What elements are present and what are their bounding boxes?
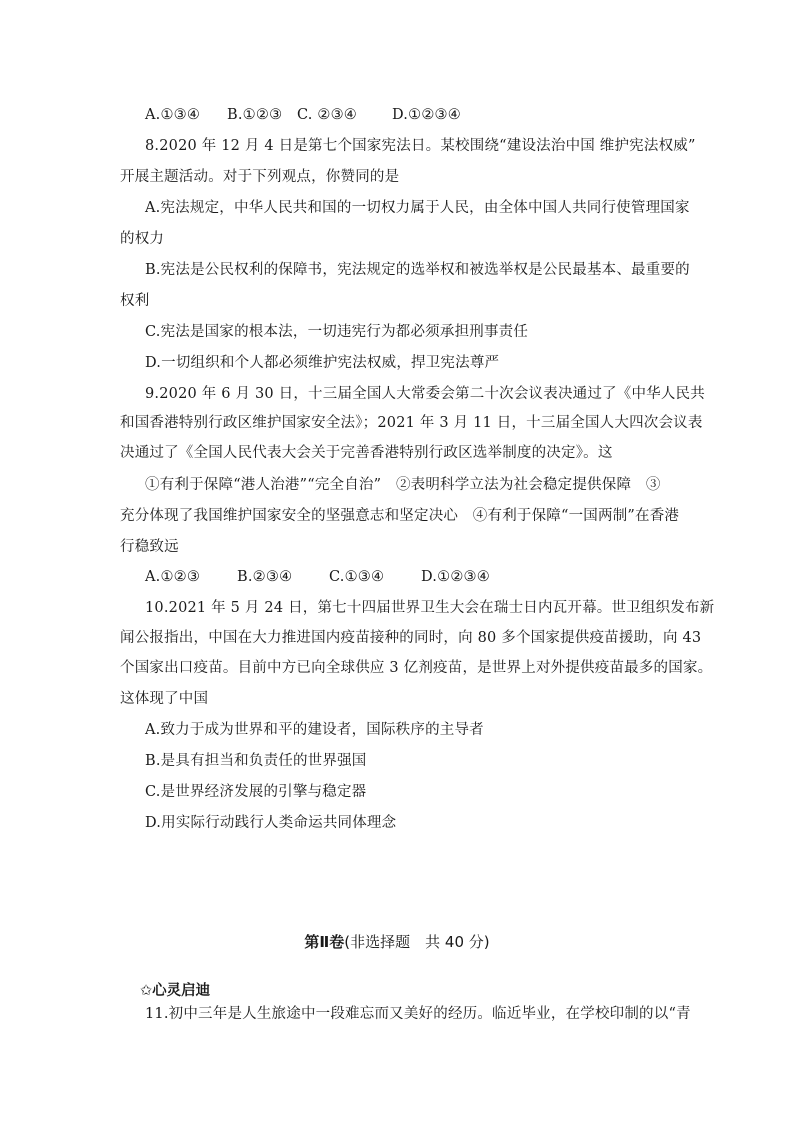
q10-stem-line-3: 个国家出口疫苗。目前中方已向全球供应 3 亿剂疫苗，是世界上对外提供疫苗最多的国家。 xyxy=(120,660,713,676)
q10-stem-line-1: 10.2021 年 5 月 24 日，第七十四届世界卫生大会在瑞士日内瓦开幕。世卫组织发布新 xyxy=(145,600,715,616)
q10-option-b: B.是具有担当和负责任的世界强国 xyxy=(145,753,367,769)
q10-stem-line-4: 这体现了中国 xyxy=(120,691,209,707)
q8-option-b-line-1: B.宪法是公民权利的保障书，宪法规定的选举权和被选举权是公民最基本、最重要的 xyxy=(145,262,690,278)
q9-items-line-1: ①有利于保障“港人治港”“完全自治” ②表明科学立法为社会稳定提供保障 ③ xyxy=(145,477,661,493)
q9-stem-line-3: 决通过了《全国人民代表大会关于完善香港特别行政区选举制度的决定》。这 xyxy=(120,445,613,461)
q8-option-b-line-2: 权利 xyxy=(120,293,150,309)
q8-stem-line-2: 开展主题活动。对于下列观点，你赞同的是 xyxy=(120,169,400,185)
q7-option-d: D.①②③④ xyxy=(392,107,461,123)
q11-heading: ✩心灵启迪 xyxy=(140,983,211,999)
section-2-title xyxy=(0,931,794,953)
section-2-title-bold: 第Ⅱ卷 xyxy=(304,933,345,951)
q9-items-line-3: 行稳致远 xyxy=(120,539,179,555)
section-2-title-rest: (非选择题 共 40 分) xyxy=(344,933,490,951)
q10-option-a: A.致力于成为世界和平的建设者，国际秩序的主导者 xyxy=(145,722,484,738)
q9-stem-line-2: 和国香港特别行政区维护国家安全法》；2021 年 3 月 11 日，十三届全国人大四次会议表 xyxy=(120,415,703,431)
q11-stem-line-1: 11.初中三年是人生旅途中一段难忘而又美好的经历。临近毕业，在学校印制的以“青 xyxy=(145,1006,691,1022)
q10-option-c: C.是世界经济发展的引擎与稳定器 xyxy=(145,784,367,800)
q9-option-c: C.①③④ xyxy=(329,569,385,585)
q7-options xyxy=(145,104,461,126)
q7-option-c: C. ②③④ xyxy=(297,107,357,123)
q9-option-a: A.①②③ xyxy=(145,569,201,585)
q8-option-a-line-1: A.宪法规定，中华人民共和国的一切权力属于人民，由全体中国人共同行使管理国家 xyxy=(145,200,690,216)
q10-stem-line-2: 闻公报指出，中国在大力推进国内疫苗接种的同时，向 80 多个国家提供疫苗援助，向 43 xyxy=(120,630,702,646)
q9-options xyxy=(145,566,490,588)
q7-option-a: A.①③④ xyxy=(145,107,201,123)
q8-option-a-line-2: 的权力 xyxy=(120,231,165,247)
q8-option-d: D.一切组织和个人都必须维护宪法权威，捍卫宪法尊严 xyxy=(145,355,500,371)
q8-option-c: C.宪法是国家的根本法，一切违宪行为都必须承担刑事责任 xyxy=(145,324,529,340)
q7-option-b: B.①②③ xyxy=(227,107,283,123)
q9-option-b: B.②③④ xyxy=(237,569,293,585)
q10-option-d: D.用实际行动践行人类命运共同体理念 xyxy=(145,815,397,831)
q9-items-line-2: 充分体现了我国维护国家安全的坚强意志和坚定决心 ④有利于保障“一国两制”在香港 xyxy=(120,508,680,524)
q8-stem-line-1: 8.2020 年 12 月 4 日是第七个国家宪法日。某校围绕“建设法治中国 维护宪法权威” xyxy=(145,138,696,154)
q9-stem-line-1: 9.2020 年 6 月 30 日，十三届全国人大常委会第二十次会议表决通过了《中华人民共 xyxy=(145,386,705,402)
q9-option-d: D.①②③④ xyxy=(421,569,490,585)
